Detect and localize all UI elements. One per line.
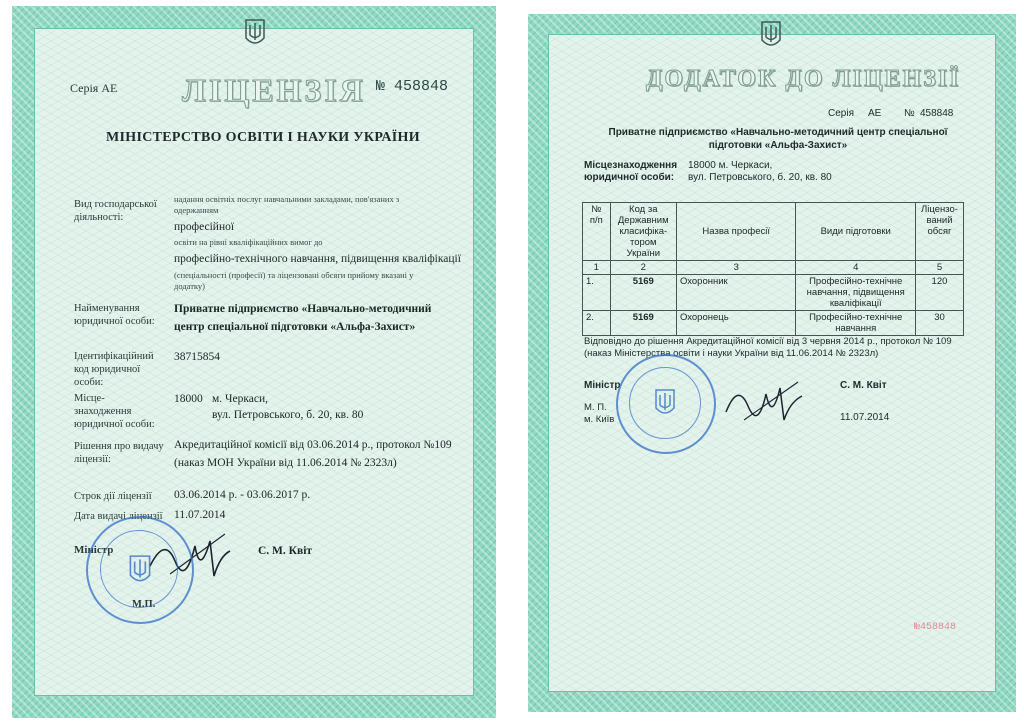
- appendix-official-stamp: [616, 354, 716, 454]
- name-label: Найменування юридичної особи:: [74, 303, 155, 327]
- appendix-sheet: [528, 14, 1016, 712]
- appendix-location-line1: 18000 м. Черкаси,: [688, 160, 773, 171]
- appendix-number-label: №: [904, 108, 915, 119]
- header-kind: Види підготовки: [796, 203, 916, 261]
- license-title: ЛІЦЕНЗІЯ: [182, 72, 366, 108]
- org-name-line1: Приватне підприємство «Навчально-методичний центр спеціальної: [608, 127, 948, 138]
- appendix-series-label: Серія: [828, 108, 854, 119]
- appendix-location-line2: вул. Петровського, б. 20, кв. 80: [688, 172, 832, 183]
- id-label: Ідентифікаційний код юридичної особи:: [74, 351, 154, 388]
- row1-kind: Професійно-технічне навчання, підвищення кваліфікації: [796, 275, 916, 311]
- location-street: вул. Петровського, б. 20, кв. 80: [212, 409, 364, 421]
- appendix-location-label: Місцезнаходження юридичної особи:: [584, 160, 678, 183]
- row1-name: Охоронник: [676, 275, 796, 311]
- term-value: 03.06.2014 р. - 03.06.2017 р.: [174, 489, 311, 501]
- row2-code: 5169: [610, 311, 676, 336]
- appendix-series-value: АЕ: [868, 108, 882, 119]
- colnum-5: 5: [915, 261, 963, 275]
- appendix-title: ДОДАТОК ДО ЛІЦЕНЗІЇ: [646, 66, 961, 92]
- row1-volume: 120: [915, 275, 963, 311]
- row1-code: 5169: [610, 275, 676, 311]
- appendix-number-value: 458848: [920, 108, 954, 119]
- appendix-date-value: 11.07.2014: [840, 412, 890, 423]
- decision-label: Рішення про видачу ліцензії:: [74, 441, 164, 465]
- colnum-3: 3: [676, 261, 796, 275]
- appendix-mp-label: М. П.: [584, 402, 607, 413]
- header-code: Код за Державним класифіка-тором України: [610, 203, 676, 261]
- appendix-trident-emblem-icon: [760, 20, 782, 50]
- mp-label: М.П.: [132, 599, 156, 610]
- appendix-city-label: м. Київ: [584, 414, 615, 425]
- row2-kind: Професійно-технічне навчання: [796, 311, 916, 336]
- license-number: № 458848: [376, 78, 449, 95]
- minister-label: Міністр: [74, 544, 114, 556]
- issue-date-label: Дата видачі ліцензії: [74, 511, 163, 522]
- serial-number-stamp: №458848: [914, 622, 957, 633]
- org-name: [588, 126, 968, 152]
- license-sheet: [12, 6, 496, 718]
- appendix-stamp-trident-icon: [654, 388, 676, 418]
- appendix-minister-name: С. М. Квіт: [840, 380, 887, 391]
- location-zip: 18000: [174, 393, 203, 405]
- activity-line4: (спеціальності (професії) та ліцензовані обсяги прийому вказані у додатку): [174, 270, 414, 291]
- table-row: [583, 311, 964, 336]
- table-row: [583, 275, 964, 311]
- table-header-row: [583, 203, 964, 261]
- org-name-line2: підготовки «Альфа-Захист»: [708, 140, 848, 151]
- table-colnum-row: [583, 261, 964, 275]
- header-volume: Ліцензо-ваний обсяг: [915, 203, 963, 261]
- decision-line2: (наказ МОН України від 11.06.2014 № 2323л): [174, 457, 397, 469]
- row2-volume: 30: [915, 311, 963, 336]
- decision-note-line1: Відповідно до рішення Акредитаційної комісії від 3 червня 2014 р., протокол № 109: [584, 336, 952, 347]
- issue-date-value: 11.07.2014: [174, 509, 226, 521]
- professions-table: [582, 202, 964, 336]
- colnum-4: 4: [796, 261, 916, 275]
- activity-line2: освіти на рівні кваліфікаційних вимог до: [174, 237, 323, 247]
- series-label: Серія АЕ: [70, 81, 118, 95]
- decision-line1: Акредитаційної комісії від 03.06.2014 р., протокол №109: [174, 439, 452, 451]
- activity-line3: професійно-технічного навчання, підвищення кваліфікації: [174, 253, 461, 265]
- stamp-trident-icon: [128, 554, 152, 586]
- id-value: 38715854: [174, 351, 220, 363]
- ministry-heading: МІНІСТЕРСТВО ОСВІТИ І НАУКИ УКРАЇНИ: [106, 130, 420, 145]
- row2-name: Охоронець: [676, 311, 796, 336]
- colnum-2: 2: [610, 261, 676, 275]
- minister-name: С. М. Квіт: [258, 545, 313, 557]
- activity-word: професійної: [174, 221, 235, 233]
- location-label: Місце-знаходження юридичної особи:: [74, 393, 155, 430]
- appendix-signature-icon: [718, 366, 808, 430]
- term-label: Строк дії ліцензії: [74, 491, 152, 502]
- activity-line1: надання освітніх послуг навчальними закладами, пов'язаних з одержанням: [174, 194, 400, 215]
- official-stamp: [86, 516, 194, 624]
- header-no: № п/п: [583, 203, 611, 261]
- appendix-minister-label: Міністр: [584, 380, 621, 391]
- name-value: Приватне підприємство «Навчально-методичний центр спеціальної підготовки «Альфа-Захист»: [174, 303, 432, 333]
- row2-no: 2.: [583, 311, 611, 336]
- decision-note-line2: (наказ Міністерства освіти і науки України від 11.06.2014 № 2323л): [584, 348, 879, 359]
- header-name: Назва професії: [676, 203, 796, 261]
- row1-no: 1.: [583, 275, 611, 311]
- location-city: м. Черкаси,: [212, 393, 269, 405]
- colnum-1: 1: [583, 261, 611, 275]
- trident-emblem-icon: [244, 18, 266, 48]
- activity-label: Вид господарської діяльності:: [74, 199, 157, 223]
